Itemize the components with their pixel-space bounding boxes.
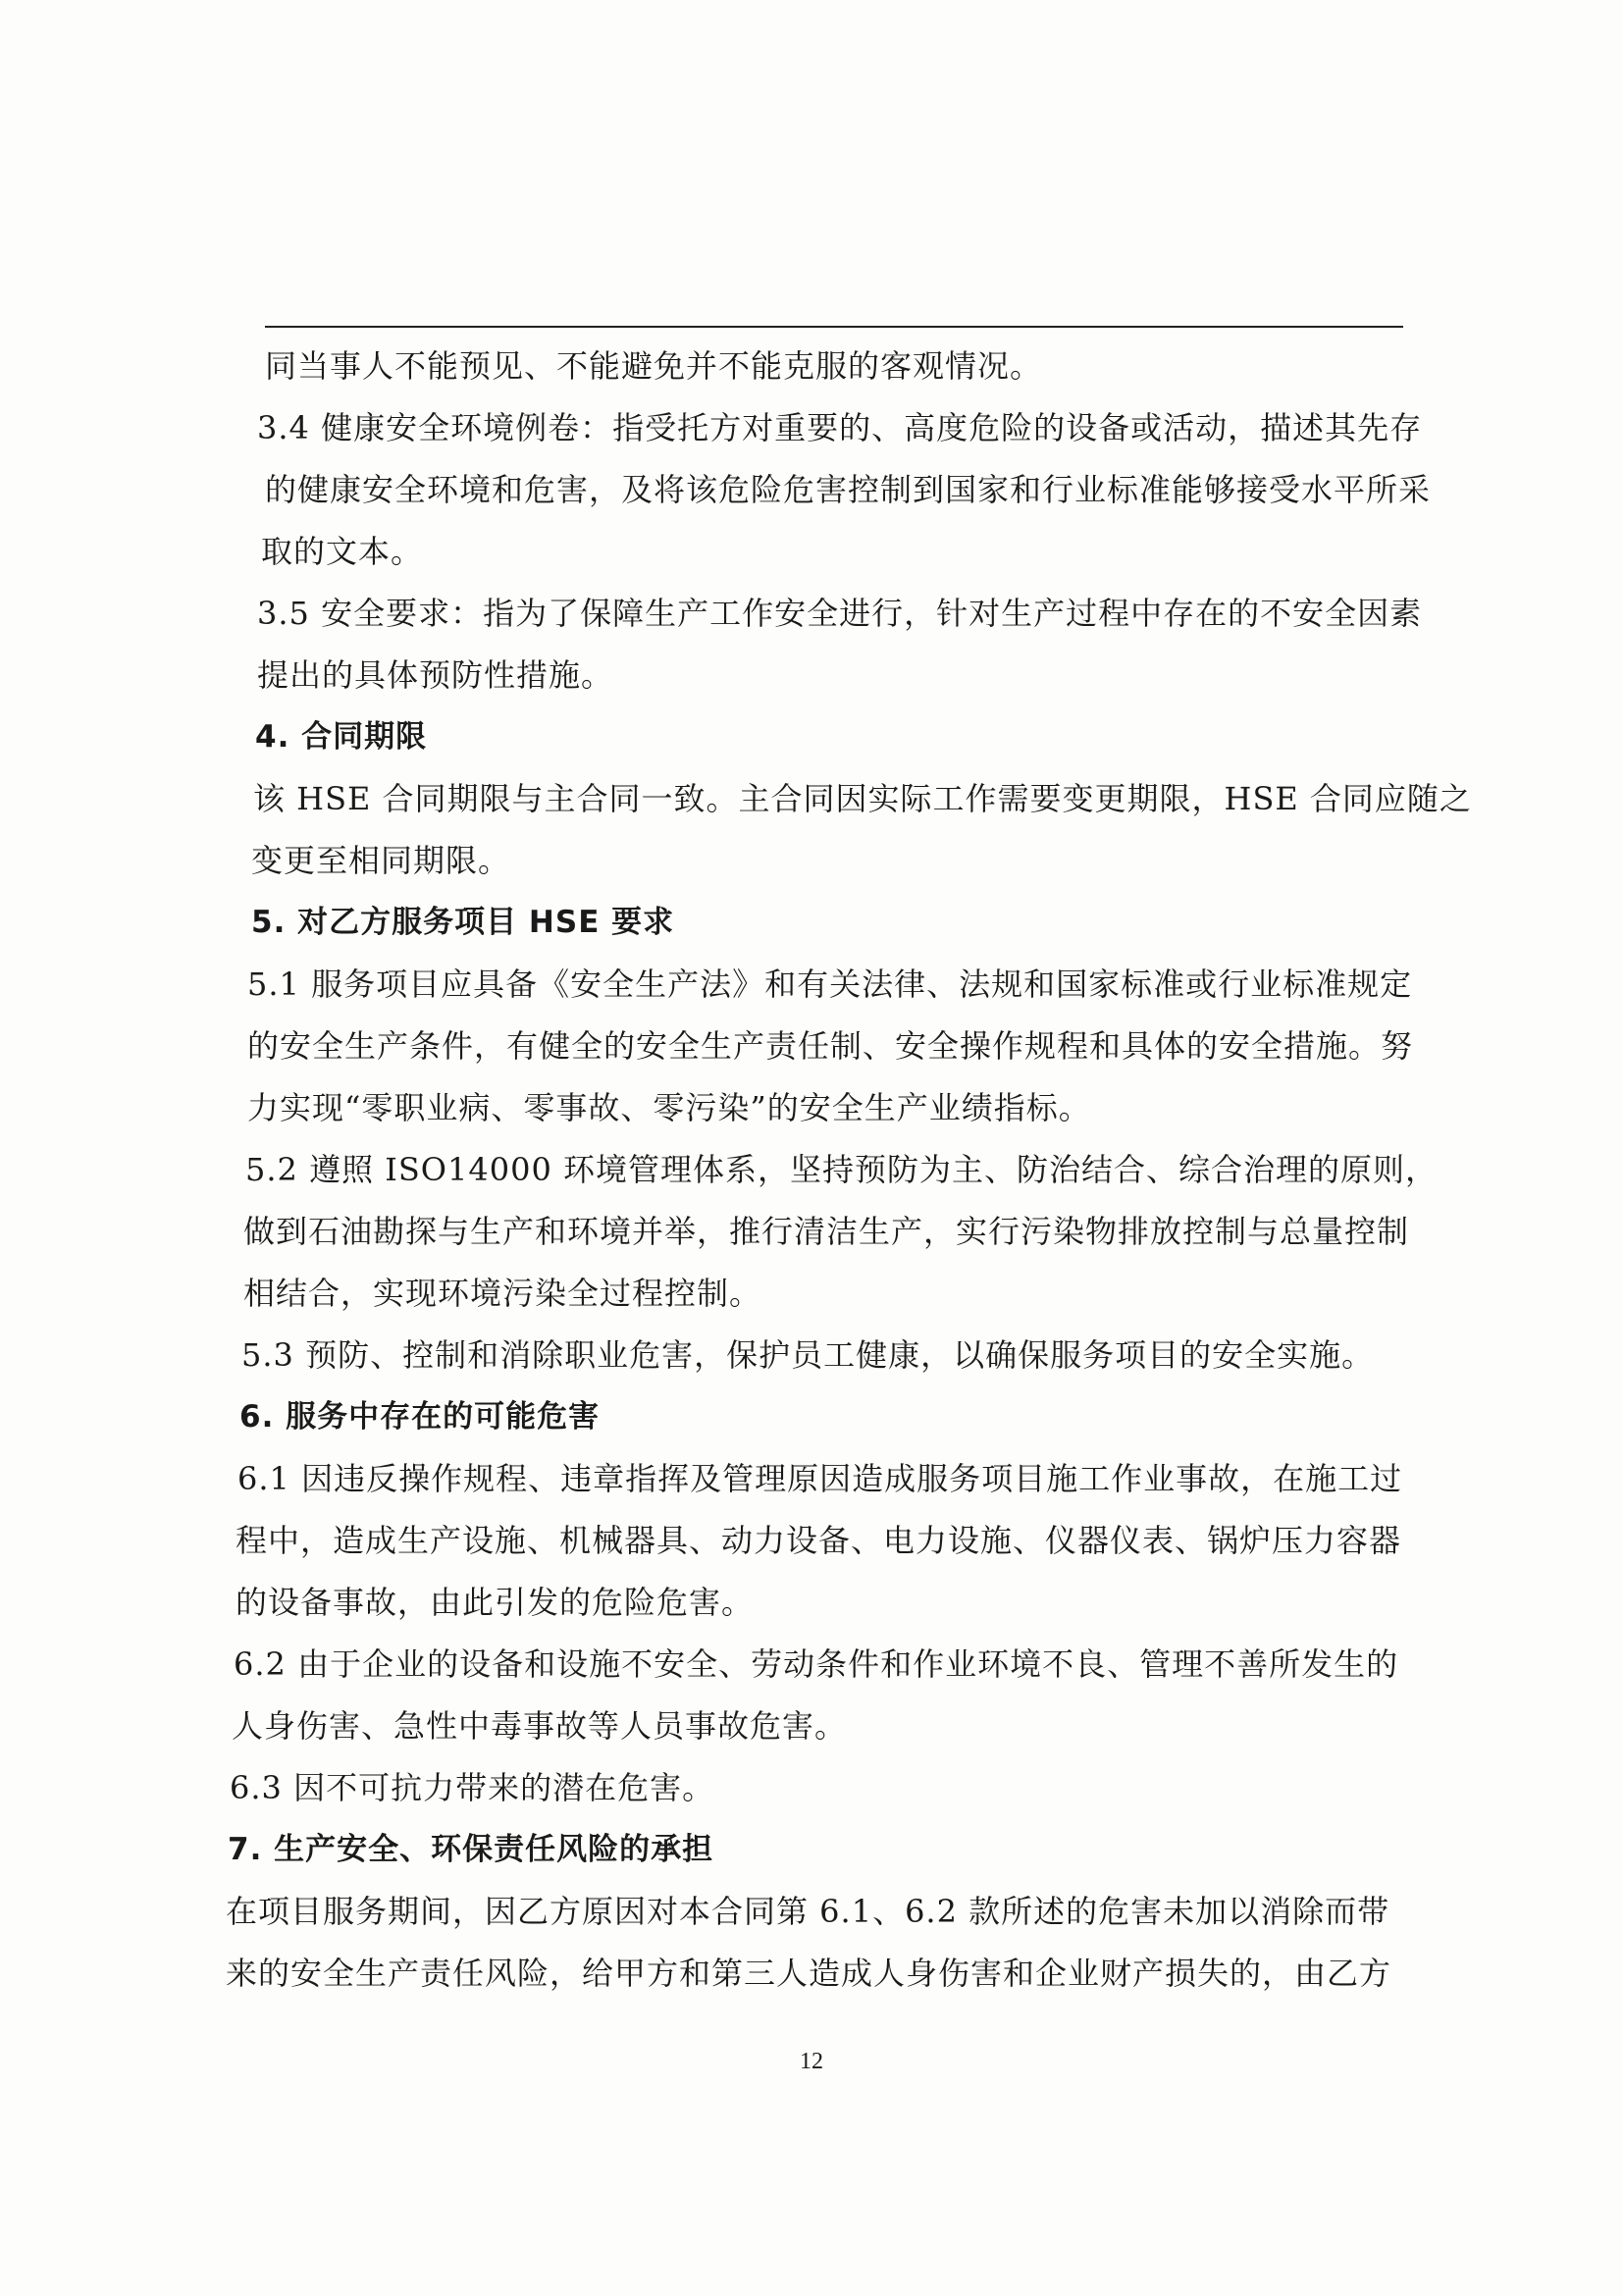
text-line: 力实现“零职业病、零事故、零污染”的安全生产业绩指标。: [247, 1089, 1091, 1126]
text-line: 提出的具体预防性措施。: [257, 656, 614, 694]
text-line: 同当事人不能预见、不能避免并不能克服的客观情况。: [265, 347, 1043, 385]
section-heading: 5. 对乙方服务项目 HSE 要求: [251, 905, 675, 940]
text-line: 相结合，实现环境污染全过程控制。: [243, 1275, 762, 1312]
text-line: 6.3 因不可抗力带来的潜在危害。: [230, 1769, 715, 1806]
text-line: 在项目服务期间，因乙方原因对本合同第 6.1、6.2 款所述的危害未加以消除而带: [226, 1893, 1390, 1930]
text-line: 人身伤害、急性中毒事故等人员事故危害。: [232, 1707, 848, 1745]
text-line: 程中，造成生产设施、机械器具、动力设备、电力设施、仪器仪表、锅炉压力容器: [236, 1522, 1402, 1559]
text-line: 的设备事故，由此引发的危险危害。: [236, 1584, 755, 1621]
text-line: 5.1 服务项目应具备《安全生产法》和有关法律、法规和国家标准或行业标准规定: [247, 965, 1413, 1003]
body-text: [226, 336, 1472, 2005]
header-rule: [265, 326, 1403, 328]
text-line: 做到石油勘探与生产和环境并举，推行清洁生产，实行污染物排放控制与总量控制: [243, 1213, 1410, 1250]
text-line: 6.2 由于企业的设备和设施不安全、劳动条件和作业环境不良、管理不善所发生的: [234, 1645, 1399, 1683]
text-line: 5.3 预防、控制和消除职业危害，保护员工健康，以确保服务项目的安全实施。: [241, 1336, 1375, 1374]
page-number: 12: [800, 2049, 823, 2074]
text-line: 取的文本。: [261, 533, 424, 570]
text-line: 的健康安全环境和危害，及将该危险危害控制到国家和行业标准能够接受水平所采: [265, 471, 1432, 508]
text-line: 该 HSE 合同期限与主合同一致。主合同因实际工作需要变更期限，HSE 合同应随之: [253, 780, 1472, 817]
text-line: 的安全生产条件，有健全的安全生产责任制、安全操作规程和具体的安全措施。努: [247, 1027, 1414, 1065]
text-line: 3.4 健康安全环境例卷：指受托方对重要的、高度危险的设备或活动，描述其先存: [257, 409, 1423, 446]
text-line: 6.1 因违反操作规程、违章指挥及管理原因造成服务项目施工作业事故，在施工过: [237, 1460, 1403, 1497]
section-heading: 7. 生产安全、环保责任风险的承担: [228, 1832, 714, 1867]
section-heading: 6. 服务中存在的可能危害: [239, 1399, 601, 1435]
section-heading: 4. 合同期限: [255, 719, 428, 755]
text-line: 5.2 遵照 ISO14000 环境管理体系，坚持预防为主、防治结合、综合治理的原则，: [245, 1151, 1439, 1188]
text-line: 来的安全生产责任风险，给甲方和第三人造成人身伤害和企业财产损失的，由乙方: [226, 1955, 1392, 1992]
text-line: 变更至相同期限。: [251, 842, 511, 879]
text-line: 3.5 安全要求：指为了保障生产工作安全进行，针对生产过程中存在的不安全因素: [257, 595, 1423, 632]
